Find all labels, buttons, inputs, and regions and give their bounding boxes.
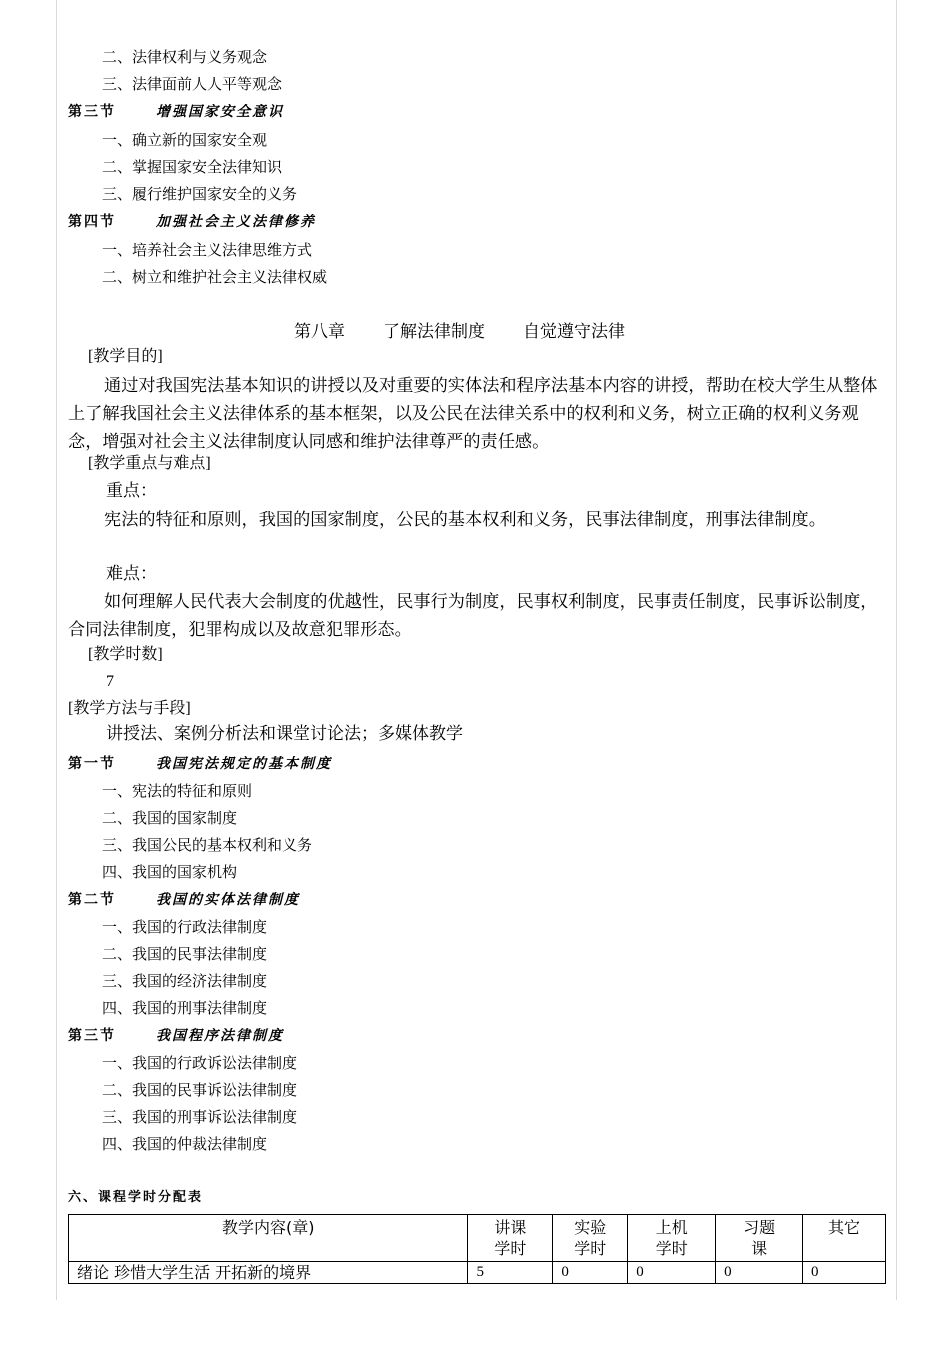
list-item: 一、宪法的特征和原则 [102,782,253,800]
course-hours-table [68,1214,886,1284]
list-item: 三、我国的刑事诉讼法律制度 [102,1108,298,1126]
list-item: 二、法律权利与义务观念 [102,48,268,66]
hours-value: 7 [106,673,114,690]
list-item: 二、树立和维护社会主义法律权威 [102,268,328,286]
table-cell: 0 [803,1262,886,1284]
list-item: 四、我国的仲裁法律制度 [102,1135,268,1153]
table-row [69,1262,886,1284]
column-header [628,1215,716,1262]
key-label: [教学重点与难点] [88,455,211,472]
list-item: 一、确立新的国家安全观 [102,131,268,149]
list-item: 四、我国的国家机构 [102,863,238,881]
section-number: 第三节 [68,1028,116,1044]
section-heading [68,105,284,119]
header-line: 其它 [828,1218,861,1237]
section-number: 第二节 [68,892,116,908]
list-item: 三、法律面前人人平等观念 [102,75,283,93]
header-line: 教学内容(章) [221,1218,315,1237]
section-heading [68,893,300,907]
list-item: 二、掌握国家安全法律知识 [102,158,283,176]
section-title: 加强社会主义法律修养 [156,214,316,230]
list-item: 三、我国的经济法律制度 [102,972,268,990]
page-right-rule [896,0,897,1300]
section-title: 我国的实体法律制度 [156,892,300,908]
method-label: [教学方法与手段] [68,700,191,717]
chapter-number: 第八章 [294,322,345,342]
table-cell: 绪论 珍惜大学生活 开拓新的境界 [69,1262,468,1284]
column-header [468,1215,553,1262]
table-cell: 5 [468,1262,553,1284]
hours-label: [教学时数] [88,646,163,663]
table-header-row [69,1215,886,1262]
list-item: 一、我国的行政诉讼法律制度 [102,1054,298,1072]
list-item: 四、我国的刑事法律制度 [102,999,268,1017]
page-left-rule [56,0,57,1300]
header-line: 学时 [574,1239,607,1258]
goal-paragraph: 通过对我国宪法基本知识的讲授以及对重要的实体法和程序法基本内容的讲授，帮助在校大学生从整体上了解我国社会主义法律体系的基本框架，以及公民在法律关系中的权利和义务，树立正确的权利义务观念，增强对社会主义法律制度认同感和维护法律尊严的责任感。 [68,376,878,452]
hard-subheading: 难点： [106,564,157,584]
list-item: 一、我国的行政法律制度 [102,918,268,936]
section-heading [68,1029,284,1043]
column-header [553,1215,628,1262]
header-line: 学时 [655,1239,688,1258]
chapter-title-part: 了解法律制度 [383,322,485,342]
list-item: 二、我国的国家制度 [102,809,238,827]
table-title: 六、课程学时分配表 [68,1190,204,1205]
hard-paragraph: 如何理解人民代表大会制度的优越性，民事行为制度，民事权利制度，民事责任制度，民事诉讼制度，合同法律制度，犯罪构成以及故意犯罪形态。 [68,592,878,640]
table-cell: 0 [553,1262,628,1284]
chapter-heading [294,324,663,341]
section-number: 第一节 [68,756,116,772]
section-number: 第三节 [68,104,116,120]
table-cell: 0 [716,1262,803,1284]
section-title: 我国宪法规定的基本制度 [156,756,332,772]
section-number: 第四节 [68,214,116,230]
column-header [716,1215,803,1262]
header-line: 上机 [655,1218,688,1237]
header-line: 课 [751,1239,768,1258]
list-item: 一、培养社会主义法律思维方式 [102,241,313,259]
column-header [69,1215,468,1262]
column-header [803,1215,886,1262]
header-line: 讲课 [494,1218,527,1237]
table-cell: 0 [628,1262,716,1284]
section-heading [68,215,316,229]
section-heading [68,757,332,771]
header-line: 实验 [574,1218,607,1237]
chapter-title-part: 自觉遵守法律 [523,322,625,342]
method-text: 讲授法、案例分析法和课堂讨论法；多媒体教学 [106,724,463,744]
header-line: 习题 [743,1218,776,1237]
list-item: 三、我国公民的基本权利和义务 [102,836,313,854]
goal-label: [教学目的] [88,348,163,365]
list-item: 二、我国的民事法律制度 [102,945,268,963]
section-title: 我国程序法律制度 [156,1028,284,1044]
header-line: 学时 [494,1239,527,1258]
list-item: 三、履行维护国家安全的义务 [102,185,298,203]
section-title: 增强国家安全意识 [156,104,284,120]
key-subheading: 重点： [106,481,157,501]
key-paragraph: 宪法的特征和原则，我国的国家制度，公民的基本权利和义务，民事法律制度，刑事法律制度。 [104,510,826,530]
list-item: 二、我国的民事诉讼法律制度 [102,1081,298,1099]
